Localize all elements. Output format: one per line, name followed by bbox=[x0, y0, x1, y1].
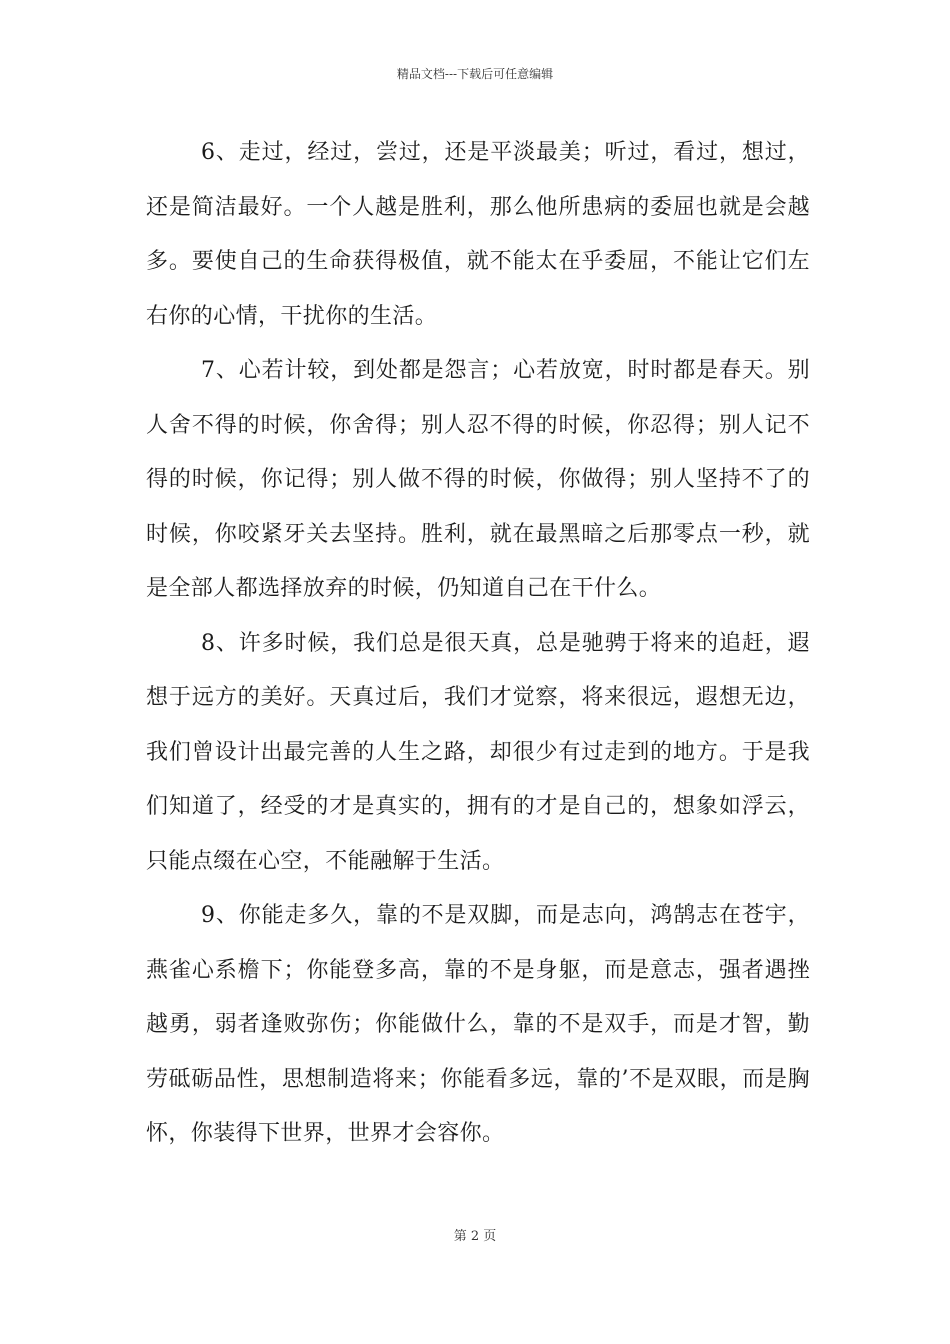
page-number: 第 2 页 bbox=[453, 1229, 497, 1244]
paragraph-6: 6、走过，经过，尝过，还是平淡最美；听过，看过，想过，还是简洁最好。一个人越是胜利，那么他所患病的委屈也就是会越多。要使自己的生命获得极值，就不能太在乎委屈，不能让它们左右你的心情，干扰你的生活。 bbox=[146, 140, 810, 329]
paragraph-7: 7、心若计较，到处都是怨言；心若放宽，时时都是春天。别人舍不得的时候，你舍得；别人忍不得的时候，你忍得；别人记不得的时候，你记得；别人做不得的时候，你做得；别人坚持不了的时候，你咬紧牙关去坚持。胜利，就在最黑暗之后那零点一秒，就是全部人都选择放弃的时候，仍知道自己在干什么。 bbox=[146, 358, 810, 601]
document-body bbox=[146, 126, 810, 1162]
page-header: 精品文档---下载后可任意编辑 bbox=[396, 67, 554, 81]
paragraph-9: 9、你能走多久，靠的不是双脚，而是志向，鸿鹄志在苍宇，燕雀心系檐下；你能登多高，靠的不是身躯，而是意志，强者遇挫越勇，弱者逢败弥伤；你能做什么，靠的不是双手，而是才智，勤劳砥砺品性，思想制造将来；你能看多远，靠的’不是双眼，而是胸怀，你装得下世界，世界才会容你。 bbox=[146, 903, 810, 1146]
paragraph-8: 8、许多时候，我们总是很天真，总是驰骋于将来的追赶，遐想于远方的美好。天真过后，我们才觉察，将来很远，遐想无边，我们曾设计出最完善的人生之路，却很少有过走到的地方。于是我们知道了，经受的才是真实的，拥有的才是自己的，想象如浮云，只能点缀在心空，不能融解于生活。 bbox=[146, 630, 810, 874]
